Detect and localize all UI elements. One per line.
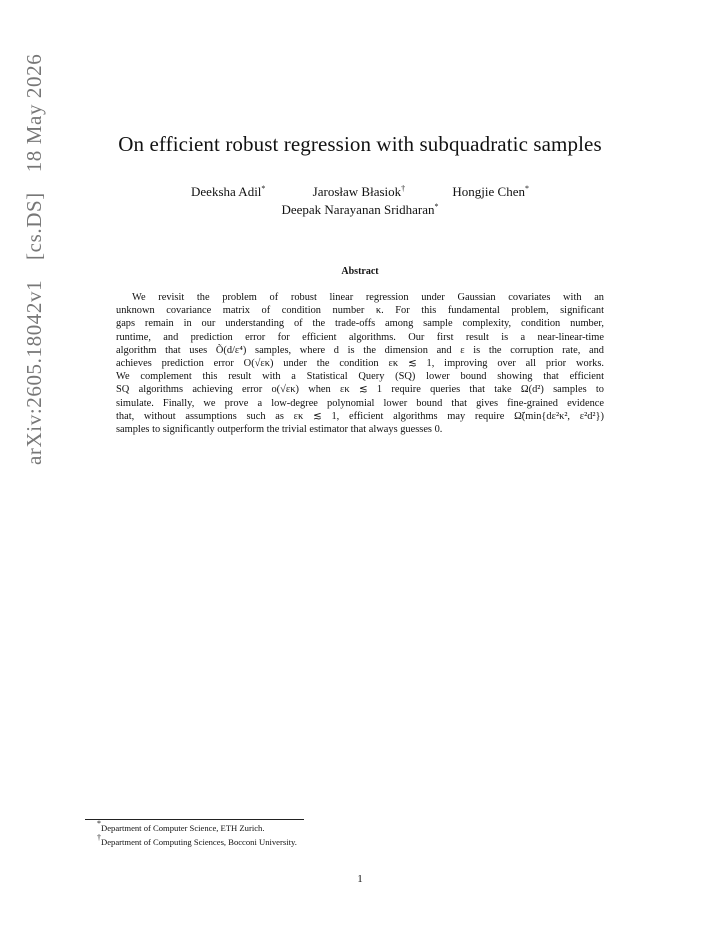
abstract-line: achieves prediction error O(√εκ) under the condition εκ ≲ 1, improving over all prior works.	[116, 358, 604, 370]
page-number: 1	[357, 873, 363, 885]
paper-title: On efficient robust regression with subquadratic samples	[118, 132, 602, 156]
author: Hongjie Chen*	[452, 184, 529, 199]
abstract-line: SQ algorithms achieving error o(√εκ) when εκ ≲ 1 require queries that take Ω(d²) samples to	[116, 384, 604, 396]
arxiv-date: 18 May 2026	[22, 53, 46, 173]
author-list	[0, 184, 720, 200]
abstract-body	[116, 291, 604, 436]
abstract-line: samples to significantly outperform the trivial estimator that always guesses 0.	[116, 424, 443, 436]
arxiv-stamp	[22, 40, 47, 465]
abstract-line: gaps remain in our understanding of the trade-offs among sample complexity, condition number,	[116, 318, 604, 330]
footnote-divider	[85, 819, 304, 820]
author: Deeksha Adil*	[191, 184, 266, 199]
abstract-line: unknown covariance matrix of condition number κ. For this fundamental problem, significant	[116, 305, 604, 317]
abstract-heading: Abstract	[341, 266, 379, 277]
abstract-line: We complement this result with a Statistical Query (SQ) lower bound showing that efficient	[116, 371, 604, 383]
author-list-second-row	[0, 202, 720, 218]
arxiv-id: arXiv:2605.18042v1	[22, 279, 46, 465]
footnote: †Department of Computing Sciences, Bocconi University.	[97, 833, 297, 847]
abstract-line: that, without assumptions such as εκ ≲ 1, efficient algorithms may require Ω̃(min{dε²κ², ε²d²})	[116, 410, 604, 422]
author: Jarosław Błasiok†	[312, 184, 406, 199]
abstract-line: simulate. Finally, we prove a low-degree polynomial lower bound that gives fine-grained evidence	[116, 397, 604, 409]
arxiv-category: [cs.DS]	[22, 192, 46, 260]
footnote: *Department of Computer Science, ETH Zurich.	[97, 819, 265, 833]
author: Deepak Narayanan Sridharan*	[281, 202, 439, 217]
abstract-line: We revisit the problem of robust linear regression under Gaussian covariates with an	[132, 292, 604, 303]
abstract-line: algorithm that uses Õ(d/ε⁴) samples, where d is the dimension and ε is the corruption rate, and	[116, 344, 604, 356]
abstract-line: runtime, and prediction error for efficient algorithms. Our first result is a near-linear-time	[116, 331, 604, 343]
